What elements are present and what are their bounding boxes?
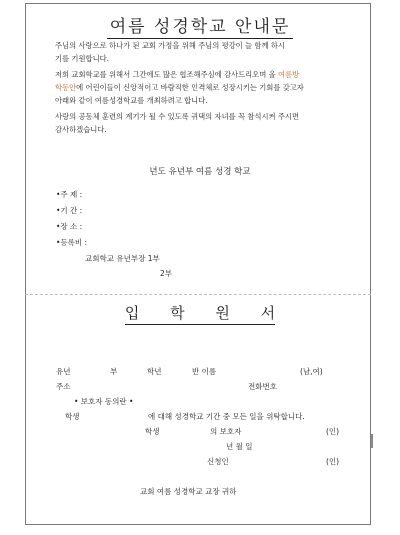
applicant-label: 신청인 <box>207 457 229 466</box>
signature-line-1: 교회학교 유년부장 1부 <box>85 254 160 263</box>
program-subheading: 년도 유년부 여름 성경 학교 <box>149 167 251 177</box>
row-grade: 학년 <box>147 367 162 376</box>
consent-statement: 에 대해 성경학교 기간 중 모든 일을 위탁합니다. <box>148 412 305 421</box>
guardian-student-label: 학생 <box>145 427 160 436</box>
intro-line-4: 학동안에 어린이들이 신앙적이고 바람직한 인격체로 성장시키는 기회를 갖고자 <box>55 83 304 92</box>
guardian-seal: (인) <box>326 427 340 436</box>
notice-title <box>0 12 400 37</box>
guardian-label: 의 보호자 <box>210 427 242 436</box>
field-theme: •주 제 : <box>56 190 83 199</box>
highlight-word: 학동안 <box>55 83 77 92</box>
page-edge-mark <box>371 434 373 448</box>
intro-line-3 <box>55 69 355 82</box>
intro-line-1: 주님의 사랑으로 하나가 된 교회 가정을 위해 주님의 평강이 늘 함께 하시 <box>55 41 285 50</box>
highlight-word: 여름방 <box>277 70 300 79</box>
applicant-seal: (인) <box>326 457 340 466</box>
row-division: 유년 <box>56 367 71 376</box>
intro-line-6: 사랑의 공동체 훈련의 계기가 될 수 있도록 귀댁의 자녀를 꼭 참석시켜 주시면 <box>55 112 300 121</box>
row-gender: (남,여) <box>300 367 323 376</box>
intro-line-7: 감사하겠습니다. <box>55 125 107 134</box>
address-label: 주소 <box>56 382 71 391</box>
form-title <box>0 302 400 323</box>
intro-line-3-text: 저희 교회학교를 위해서 그간에도 많은 협조해주심에 감사드리오며 올 여름방 <box>55 70 300 79</box>
phone-label: 전화번호 <box>248 382 277 391</box>
notice-title-text: 여름 성경학교 안내문 <box>107 17 294 39</box>
signature-line-2: 2부 <box>160 269 173 278</box>
field-fee: •등록비 : <box>56 238 88 247</box>
date-line: 년 월 일 <box>226 442 253 451</box>
row-department: 부 <box>110 367 118 376</box>
row-class-name: 반 이름 <box>192 367 217 376</box>
field-period: •기 간 : <box>56 206 83 215</box>
consent-heading: • 보호자 동의란 • <box>74 397 134 406</box>
field-place: •장 소 : <box>56 222 83 231</box>
intro-line-5: 아래와 같이 여름성경학교를 개최하려고 합니다. <box>55 96 208 105</box>
intro-line-2: 기를 기원합니다. <box>55 54 109 63</box>
addressee-line: 교회 여름 성경학교 교장 귀하 <box>140 487 237 496</box>
form-title-text: 입 학 원 서 <box>125 304 275 325</box>
consent-student-label: 학생 <box>65 412 80 421</box>
section-divider <box>25 294 371 295</box>
